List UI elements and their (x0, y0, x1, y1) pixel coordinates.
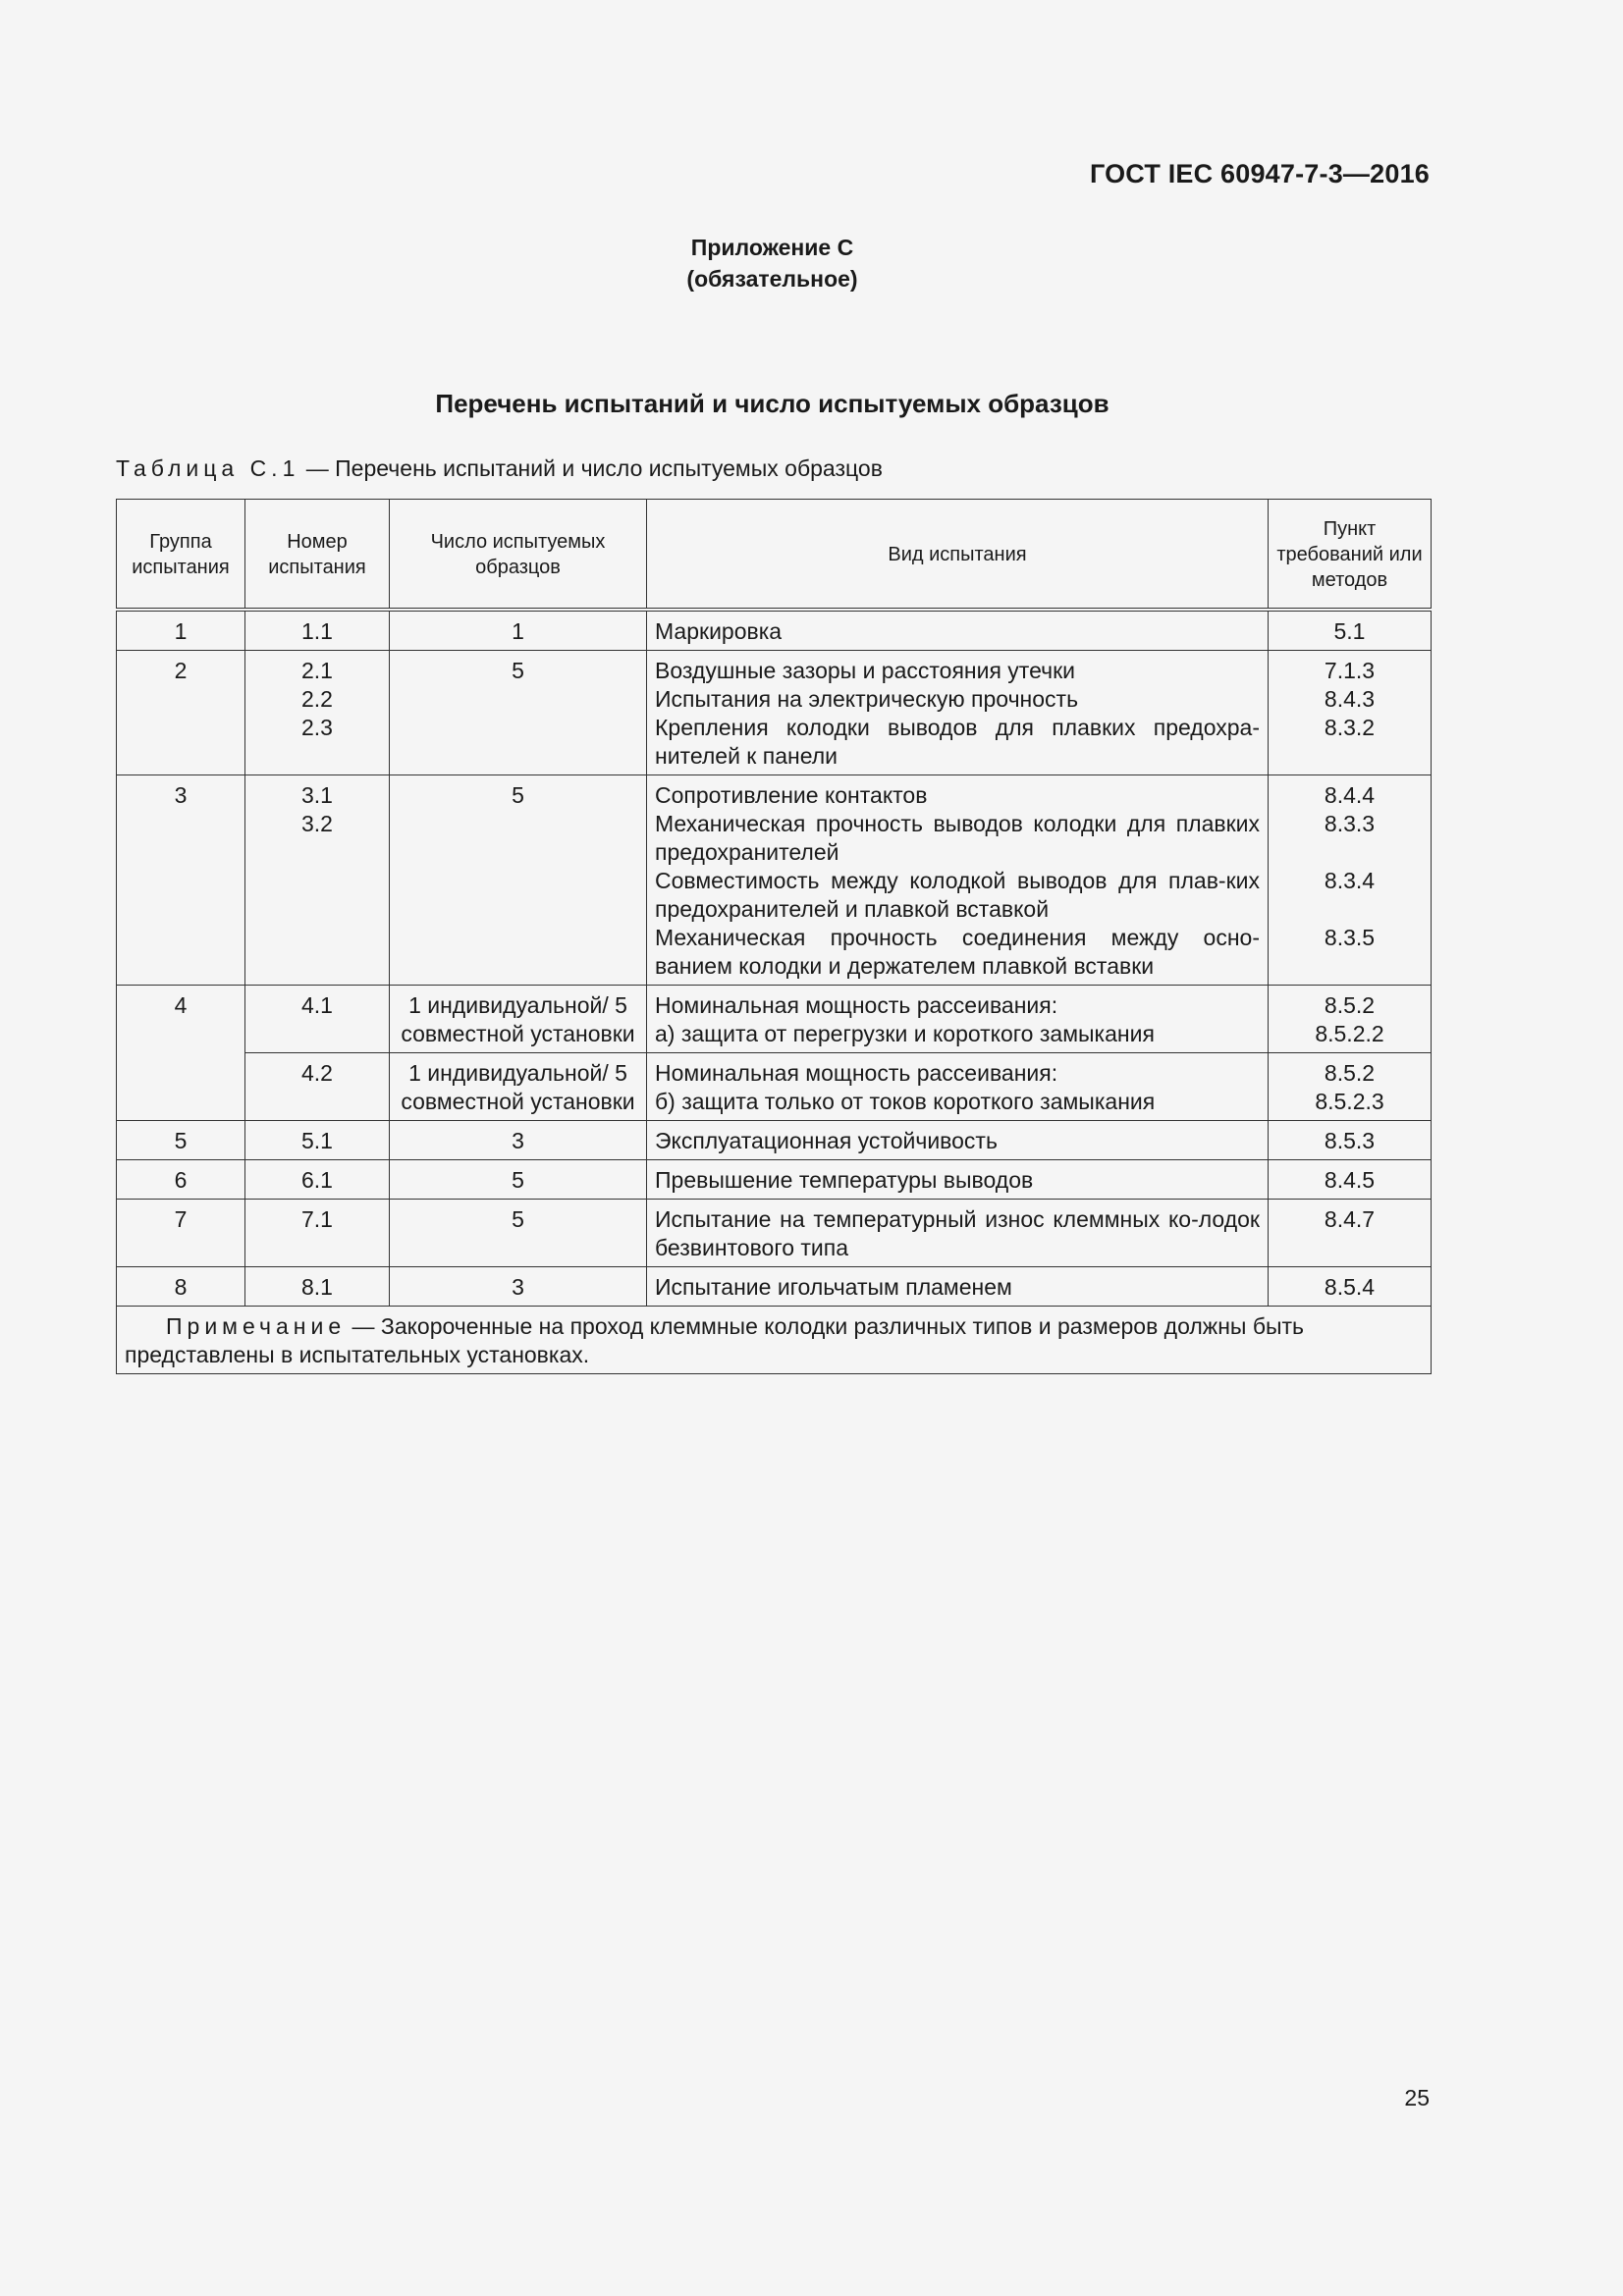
cell-clause: 8.5.2 8.5.2.3 (1269, 1053, 1432, 1121)
cell-clause: 5.1 (1269, 610, 1432, 651)
cell-samples: 1 индивидуальной/ 5 совместной установки (390, 1053, 647, 1121)
col-header-group: Группа испытания (117, 500, 245, 611)
annex-status: (обязательное) (686, 266, 858, 292)
table-note-row (117, 1307, 1432, 1374)
cell-clause: 7.1.3 8.4.3 8.3.2 (1269, 651, 1432, 775)
cell-samples: 3 (390, 1121, 647, 1160)
cell-test-type: Превышение температуры выводов (647, 1160, 1269, 1200)
tests-table (116, 499, 1432, 1374)
table-row (117, 1121, 1432, 1160)
cell-clause: 8.4.7 (1269, 1200, 1432, 1267)
cell-number: 4.1 (245, 986, 390, 1053)
cell-test-type: Испытание на температурный износ клеммных ко-лодок безвинтового типа (647, 1200, 1269, 1267)
standard-code: ГОСТ IEC 60947-7-3—2016 (1089, 159, 1430, 188)
table-row (117, 1267, 1432, 1307)
cell-test-type: Испытание игольчатым пламенем (647, 1267, 1269, 1307)
annex-heading (0, 232, 1544, 294)
cell-group: 5 (117, 1121, 245, 1160)
table-row (117, 1053, 1432, 1121)
table-header-row (117, 500, 1432, 611)
cell-test-type: Сопротивление контактов Механическая прочность выводов колодки для плавких предохранителей Совместимость между колодкой выводов для плав-ких предохранителей и плавкой вставкой Механическая прочность соединения между осно-ванием колодки и держателем плавкой вставки (647, 775, 1269, 986)
cell-test-type: Маркировка (647, 610, 1269, 651)
cell-samples: 1 (390, 610, 647, 651)
table-row (117, 610, 1432, 651)
cell-clause: 8.5.2 8.5.2.2 (1269, 986, 1432, 1053)
annex-title: Приложение С (690, 235, 854, 260)
cell-clause: 8.5.3 (1269, 1121, 1432, 1160)
table-caption-label: Таблица С.1 (116, 455, 300, 481)
cell-number: 5.1 (245, 1121, 390, 1160)
cell-clause: 8.4.4 8.3.3 8.3.4 8.3.5 (1269, 775, 1432, 986)
table-caption-text: — Перечень испытаний и число испытуемых образцов (299, 455, 883, 481)
table-caption (116, 455, 883, 482)
col-header-clause: Пункт требований или методов (1269, 500, 1432, 611)
cell-clause: 8.5.4 (1269, 1267, 1432, 1307)
cell-clause: 8.4.5 (1269, 1160, 1432, 1200)
cell-number: 3.1 3.2 (245, 775, 390, 986)
cell-number: 7.1 (245, 1200, 390, 1267)
cell-samples: 5 (390, 775, 647, 986)
cell-samples: 5 (390, 1200, 647, 1267)
col-header-samples: Число испытуемых образцов (390, 500, 647, 611)
cell-group: 6 (117, 1160, 245, 1200)
cell-samples: 5 (390, 651, 647, 775)
table-row (117, 986, 1432, 1053)
cell-samples: 5 (390, 1160, 647, 1200)
col-header-test-type: Вид испытания (647, 500, 1269, 611)
cell-number: 2.1 2.2 2.3 (245, 651, 390, 775)
col-header-number: Номер испытания (245, 500, 390, 611)
table-note (117, 1307, 1432, 1374)
page-number: 25 (1404, 2085, 1430, 2110)
table-row (117, 1160, 1432, 1200)
cell-test-type: Номинальная мощность рассеивания: а) защита от перегрузки и короткого замыкания (647, 986, 1269, 1053)
cell-samples: 3 (390, 1267, 647, 1307)
cell-number: 1.1 (245, 610, 390, 651)
table-row (117, 1200, 1432, 1267)
cell-group: 8 (117, 1267, 245, 1307)
cell-test-type: Номинальная мощность рассеивания: б) защита только от токов короткого замыкания (647, 1053, 1269, 1121)
cell-number: 6.1 (245, 1160, 390, 1200)
note-text: — Закороченные на проход клеммные колодки различных типов и размеров должны быть представлены в испытательных установках. (125, 1313, 1305, 1367)
cell-number: 4.2 (245, 1053, 390, 1121)
section-title: Перечень испытаний и число испытуемых образцов (435, 389, 1109, 418)
cell-samples: 1 индивидуальной/ 5 совместной установки (390, 986, 647, 1053)
note-label: Примечание (166, 1313, 347, 1339)
cell-group: 1 (117, 610, 245, 651)
cell-group: 2 (117, 651, 245, 775)
table-row (117, 775, 1432, 986)
table-row (117, 651, 1432, 775)
cell-test-type: Воздушные зазоры и расстояния утечки Испытания на электрическую прочность Крепления колодки выводов для плавких предохра-нителей к панели (647, 651, 1269, 775)
cell-group: 3 (117, 775, 245, 986)
cell-group: 7 (117, 1200, 245, 1267)
cell-number: 8.1 (245, 1267, 390, 1307)
cell-group: 4 (117, 986, 245, 1121)
cell-test-type: Эксплуатационная устойчивость (647, 1121, 1269, 1160)
